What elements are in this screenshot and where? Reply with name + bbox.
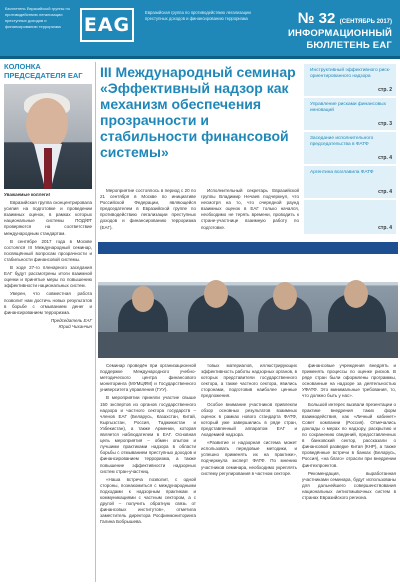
toc-item[interactable]	[304, 98, 396, 132]
signature-role: Председатель ЕАГ	[50, 317, 92, 323]
toc-item[interactable]	[304, 132, 396, 166]
toc-item-page: стр. 2	[378, 87, 392, 93]
toc-item-page: стр. 4	[378, 155, 392, 161]
masthead-tagline: Евразийская группа по противодействию легализации преступных доходов и финансированию терроризма	[145, 10, 251, 21]
photo-head	[132, 286, 154, 312]
issue-date: (СЕНТЯБРЬ 2017)	[339, 19, 392, 25]
eag-logo: EAG	[80, 8, 134, 42]
article-column-3	[100, 363, 196, 527]
chairman-portrait	[4, 84, 92, 189]
article-paragraph: Семинар проведён при организационной поддержке Международного учебно-методического центра финансового мониторинга (МУМЦФМ) и Государственного университета управления (ГУУ).	[100, 363, 196, 393]
seminar-photo	[98, 236, 398, 358]
letter-paragraph: В сентябре 2017 года в Москве состоялся III Международный семинар, посвящённый вопросам прозрачности и стабильности финансовой системы.	[4, 238, 92, 262]
issue-block	[288, 10, 392, 52]
article-paragraph: «Развитие и надзорная система может использовать передовые методики, и успешно применять их на практике», подчеркнула эксперт ФАТФ. По мнению участников семинара, необходимо укреплять систему регулирования в частном секторе.	[201, 440, 297, 476]
article-paragraph: Рекомендация, выработанная участниками семинара, будут использованы для дальнейшего совершенствования национальных антиотмывочных систем в странах Евразийского региона.	[302, 470, 396, 500]
photo-head	[273, 282, 297, 310]
photo-head	[344, 280, 368, 308]
article-column-1	[100, 188, 196, 233]
portrait-face	[26, 98, 68, 150]
article-column-2	[201, 188, 299, 233]
toc-item-title: Аргентина возглавила ФАТФ	[310, 170, 374, 175]
chairman-column-title	[4, 62, 92, 80]
masthead-subtitle: Бюллетень Евразийской группы по противодействию легализации преступных доходов и финансированию терроризма	[5, 6, 70, 29]
article-paragraph: Мероприятие состоялось в период с 20 по 21 сентября в Москве по инициативе Российской Федерации, являющейся председателем в Евразийской группе по противодействию легализации преступных доходов и финансированию терроризма (ЕАГ).	[100, 188, 196, 230]
toc-item[interactable]	[304, 64, 396, 98]
letter-paragraph: Евразийская группа сконцентрировала усилия на подготовке и проведении взаимных оценок, в рамках которых национальные системы ПОД/ФТ проверяются на соответствие международным стандартам.	[4, 200, 92, 236]
issue-number: № 32	[297, 10, 336, 27]
signature-name: Юрий Чиханчин	[58, 323, 92, 329]
article-paragraph: Большой интерес вызвали презентации о практике внедрения таких форм взаимодействия, как «Личный кабинет» Совет компании (Россия). Отмечались доклады о мерах по надзору, раскрытию и по сохранению сведений, предоставленных в банковский сектор, рассказали о финансовой разведке Китая (КНР), а также проведённые встречи в банках (Беларусь, Россия), «на благо» отрасли при внедрении финтехпроектов.	[302, 401, 396, 468]
letter-paragraph: В ходе 27-го пленарного заседания ЕАГ будут рассмотрены итоги взаимной оценки и принятые меры по повышению эффективности национальных систем.	[4, 265, 92, 289]
toc-item-page: стр. 4	[378, 225, 392, 231]
photo-banner	[98, 236, 398, 282]
photo-head	[204, 280, 228, 308]
chairman-title-line2: ПРЕДСЕДАТЕЛЯ ЕАГ	[4, 71, 83, 80]
chairman-column	[4, 62, 92, 330]
article-paragraph: В мероприятии приняли участие свыше 150 экспертов из органов государственного надзора и частного сектора государств – членов ЕАГ (Беларусь, Казахстан, Китай, Кыргызстан, Россия, Таджикистан и Узбекистан), а также Армении, которая является наблюдателем в ЕАГ. Основная цель мероприятия – обмен опытом и лучшими практиками надзора в области борьбы с отмыванием преступных доходов и финансированием терроризма, а также повышение эффективности надзорных систем стран-участниц.	[100, 395, 196, 474]
article-paragraph: Особое внимание участников привлекли обзор основных результатов взаимных оценок в рамках нового стандарта ФАТФ, который уже завершились в ряде стран, представленный аппаратом ЕАГ и Академией надзора.	[201, 401, 297, 438]
portrait-tie	[44, 148, 52, 189]
masthead	[0, 0, 400, 56]
article-paragraph: «Наша встреча позволит, с одной стороны, познакомиться с международными подходами к надзорным практикам и коммуникациями с частным сектором, а с другой – получить обратную связь от финансовых институтов», отметила заместитель директора Росфинмониторинга Галина Бобрышева.	[100, 476, 196, 525]
letter-paragraph: Уверен, что совместная работа позволит нам достичь новых результатов в борьбе с отмыванием денег и финансированием терроризма.	[4, 291, 92, 315]
article-paragraph: товых материалов, иллюстрирующих эффективность работы надзорных органов, в которых представители государственного сектора, а также частного сектора, явились сторонами, подготовив наиболее ценные предложения.	[201, 363, 297, 399]
bulletin-title-line2: БЮЛЛЕТЕНЬ ЕАГ	[306, 40, 392, 51]
toc-item[interactable]	[304, 166, 396, 200]
toc-item-page: стр. 3	[378, 121, 392, 127]
article-paragraph: финансовые учреждения внедрять и применять процессы по оценке рисков. В ряде стран были оформлены программы, основанные на надзоре за деятельностью УФАТФ. Это минимальные требования, то, что должно быть у нас».	[302, 363, 396, 399]
bulletin-title-line1: ИНФОРМАЦИОННЫЙ	[288, 28, 392, 39]
photo-table	[98, 332, 398, 358]
main-headline: III Международный семинар «Эффективный надзор как механизм обеспечения прозрачности и стабильности финансовой системы»	[100, 64, 296, 160]
toc-item-title: Заседание исполнительного председательства в ФАТФ	[310, 136, 374, 147]
article-paragraph: Исполнительный секретарь Евразийской группы Владимир Нечаев подчеркнул, что несмотря на то, что очередной раунд взаимных оценок в ЕАГ только начался, необходимо не терять времени, проводить к стране-участнице взаимную работу по подготовке.	[201, 188, 299, 230]
toc-item-title: Инструктивный эффективного риск-ориентированного надзора	[310, 68, 391, 79]
toc-item[interactable]	[304, 200, 396, 234]
article-column-5	[302, 363, 396, 503]
toc-item-page: стр. 4	[378, 189, 392, 195]
chairman-title-line1: КОЛОНКА	[4, 62, 41, 71]
table-of-contents	[304, 64, 396, 234]
greeting: Уважаемые коллеги!	[4, 192, 51, 197]
masthead-strip	[0, 56, 400, 59]
toc-item-title: Управление рисками финансовых инноваций	[310, 102, 387, 113]
article-column-4	[201, 363, 297, 479]
chairman-letter	[4, 192, 92, 330]
column-divider	[95, 62, 96, 582]
